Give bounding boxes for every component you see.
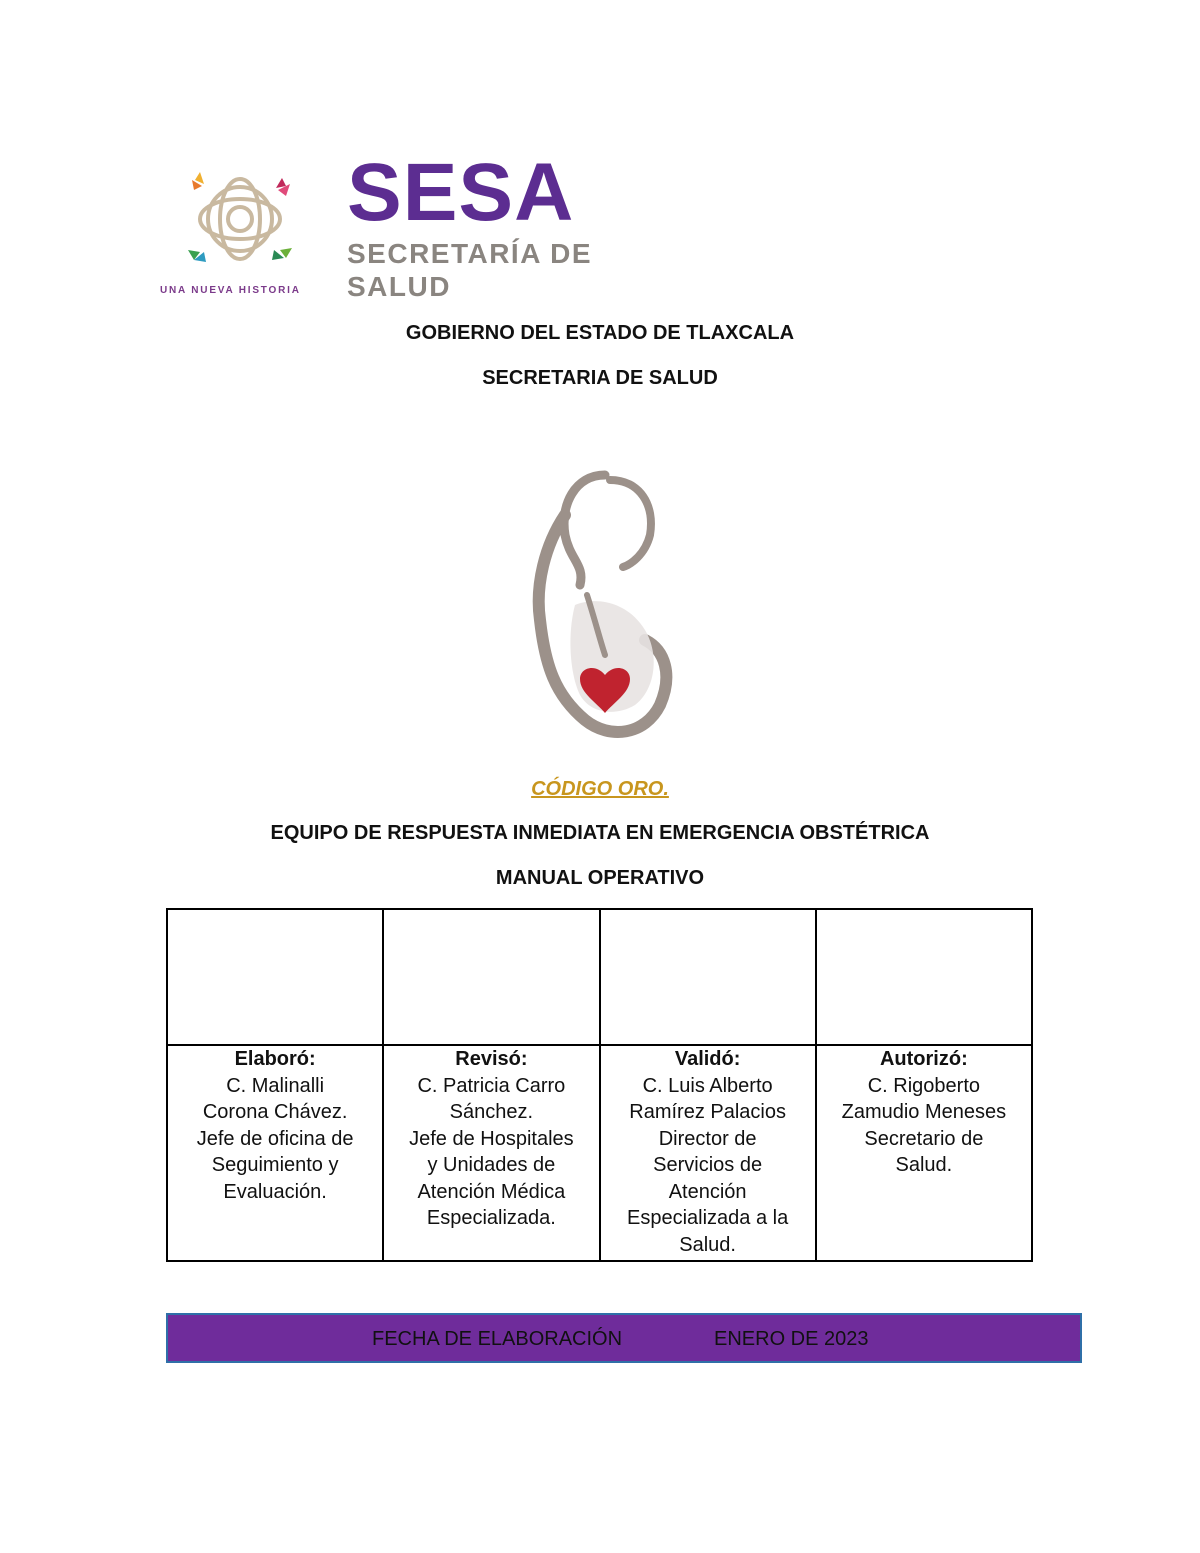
signature-line: Salud. (895, 1154, 953, 1176)
signature-role: Validó: (674, 1048, 741, 1070)
sesa-logo (155, 147, 615, 312)
logo-brand: SESA (347, 147, 575, 238)
signature-line: Especializada. (426, 1207, 556, 1229)
signature-line: Jefe de Hospitales (409, 1127, 574, 1150)
signature-line: Evaluación. (223, 1180, 327, 1203)
signature-role: Autorizó: (879, 1048, 968, 1070)
signature-line: Director de (658, 1127, 757, 1150)
signature-cell-elaboro (167, 1045, 383, 1261)
signature-line: Atención Médica (417, 1180, 566, 1203)
elaboration-date-value: ENERO DE 2023 (714, 1328, 869, 1350)
signature-line: C. Rigoberto (867, 1074, 981, 1097)
signature-role: Elaboró: (234, 1048, 316, 1070)
tlaxcala-flower-icon (170, 162, 310, 277)
elaboration-date-label: FECHA DE ELABORACIÓN (372, 1328, 623, 1350)
signature-cell-autorizo (816, 1045, 1032, 1261)
signature-space (600, 909, 816, 1045)
signature-line: Seguimiento y (211, 1154, 339, 1176)
signature-line: Especializada a la (627, 1207, 789, 1229)
code-label: CÓDIGO ORO. (531, 778, 669, 800)
signature-line: Jefe de oficina de (196, 1127, 354, 1150)
document-title: EQUIPO DE RESPUESTA INMEDIATA EN EMERGENCIA OBSTÉTRICA (270, 822, 930, 844)
signature-line: Ramírez Palacios (629, 1101, 786, 1123)
signature-details-row (167, 1045, 1032, 1261)
secretariat-heading: SECRETARIA DE SALUD (482, 367, 718, 389)
signature-line: C. Malinalli (226, 1074, 325, 1097)
logo-subtitle-line2: SALUD (347, 271, 451, 302)
signature-line: Sánchez. (449, 1101, 534, 1123)
signature-line: Atención (668, 1180, 747, 1203)
document-subtitle: MANUAL OPERATIVO (495, 867, 705, 889)
signature-role: Revisó: (455, 1048, 528, 1070)
signature-line: C. Patricia Carro (417, 1074, 566, 1097)
signature-line: y Unidades de (427, 1154, 556, 1176)
signature-line: Corona Chávez. (202, 1101, 348, 1123)
pregnant-woman-icon (505, 455, 685, 755)
elaboration-date-bar (166, 1313, 1082, 1363)
signature-space (816, 909, 1032, 1045)
signature-cell-reviso (383, 1045, 599, 1261)
signature-line: Servicios de (653, 1154, 763, 1176)
signature-space-row (167, 909, 1032, 1045)
signature-line: Salud. (679, 1233, 736, 1256)
signature-cell-valido (600, 1045, 816, 1261)
signature-table (166, 908, 1033, 1262)
signature-line: Zamudio Meneses (841, 1101, 1007, 1123)
logo-slogan: UNA NUEVA HISTORIA (160, 285, 301, 296)
logo-subtitle-line1: SECRETARÍA DE (347, 238, 593, 269)
signature-line: C. Luis Alberto (642, 1074, 773, 1097)
signature-space (383, 909, 599, 1045)
government-heading: GOBIERNO DEL ESTADO DE TLAXCALA (405, 322, 795, 344)
signature-line: Secretario de (864, 1127, 984, 1150)
signature-space (167, 909, 383, 1045)
